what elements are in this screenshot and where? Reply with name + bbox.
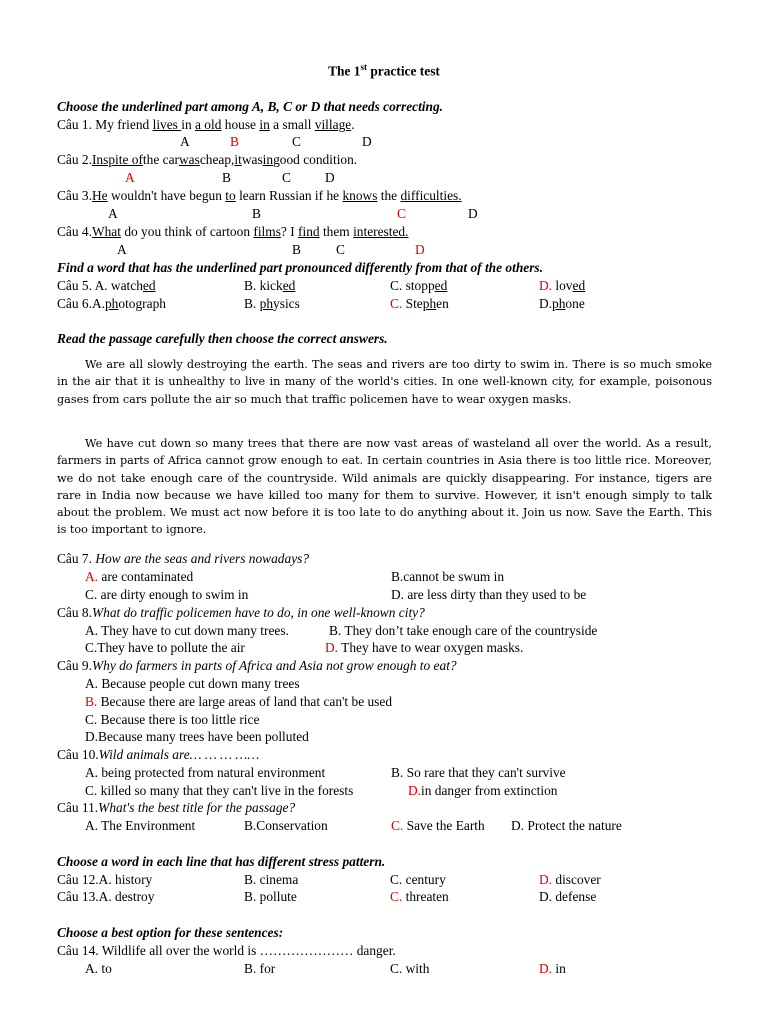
- q8-option-a: A. They have to cut down many trees.: [85, 623, 289, 638]
- q4-letter-a: A: [117, 242, 127, 257]
- q11-option-d: D. Protect the nature: [511, 818, 622, 833]
- passage-paragraph-2: We have cut down so many trees that there are now vast areas of wasteland all over the world. As a result, farmers in parts of Africa cannot grow enough to eat. In certain countries in Asia there is too little rice. Moreover, we do not take enough care of the countryside. Wild animals are quickly disappearing. For instance, tigers are rare in India now because we have killed too many for them to survive. However, it isn't enough simply to talk about the problem. We must act now before it is too late to do anything about it. Join us now. Save the Earth. This is too important to ignore.: [57, 437, 712, 537]
- q11-option-b: B.Conservation: [244, 818, 328, 833]
- q9-option-d: D.Because many trees have been polluted: [85, 729, 309, 744]
- q8-option-d: D. They have to wear oxygen masks.: [325, 640, 524, 655]
- question-13-a: Câu 13.A. destroy: [57, 889, 155, 904]
- question-10: Câu 10.Wild animals are… … … ……: [57, 747, 260, 762]
- q2-letter-d: D: [325, 170, 335, 185]
- question-14: Câu 14. Wildlife all over the world is ………………… danger.: [57, 943, 396, 958]
- q9-option-a: A. Because people cut down many trees: [85, 676, 300, 691]
- question-2: Câu 2.Inspite ofthe carwascheap,itwasingood condition.: [57, 152, 358, 167]
- question-13-c: C. threaten: [390, 889, 449, 904]
- q4-letter-d: D: [415, 242, 425, 257]
- question-8: Câu 8.What do traffic policemen have to do, in one well-known city?: [57, 605, 425, 620]
- question-6-c: C. Stephen: [390, 296, 449, 311]
- question-12-a: Câu 12.A. history: [57, 872, 153, 887]
- q4-letter-c: C: [336, 242, 345, 257]
- section-3-heading: Read the passage carefully then choose the correct answers.: [57, 331, 388, 346]
- question-5-a: Câu 5. A. watched: [57, 278, 156, 293]
- q7-option-c: C. are dirty enough to swim in: [85, 587, 249, 602]
- q10-option-a: A. being protected from natural environment: [85, 765, 326, 780]
- q14-option-a: A. to: [85, 961, 112, 976]
- question-11: Câu 11.What's the best title for the passage?: [57, 800, 296, 815]
- q2-letter-b: B: [222, 170, 231, 185]
- q1-letter-c: C: [292, 134, 301, 149]
- page-title: The 1st practice test: [328, 62, 440, 79]
- question-5-b: B. kicked: [244, 278, 296, 293]
- q7-option-b: B.cannot be swum in: [391, 569, 505, 584]
- q3-letter-d: D: [468, 206, 478, 221]
- q10-option-d: D.in danger from extinction: [408, 783, 558, 798]
- q14-option-d: D. in: [539, 961, 566, 976]
- question-6-b: B. physics: [244, 296, 300, 311]
- q8-option-b: B. They don’t take enough care of the countryside: [329, 623, 598, 638]
- q3-letter-b: B: [252, 206, 261, 221]
- q10-option-c: C. killed so many that they can't live in the forests: [85, 783, 354, 798]
- q2-letter-c: C: [282, 170, 291, 185]
- q14-option-c: C. with: [390, 961, 430, 976]
- question-6-d: D.phone: [539, 296, 585, 311]
- question-12-b: B. cinema: [244, 872, 299, 887]
- q14-option-b: B. for: [244, 961, 276, 976]
- question-13-d: D. defense: [539, 889, 597, 904]
- question-5-d: D. loved: [539, 278, 586, 293]
- q7-option-a: A. are contaminated: [85, 569, 194, 584]
- passage-paragraph-1: We are all slowly destroying the earth. The seas and rivers are too dirty to swim in. There is so much smoke in the air that it is unhealthy to live in many of the world's cities. In one well-known city, for example, poisonous gases from cars pollute the air so much that traffic policemen have to wear oxygen masks.: [57, 358, 712, 406]
- question-1: Câu 1. My friend lives in a old house in a small village.: [57, 117, 355, 132]
- question-3: Câu 3.He wouldn't have begun to learn Russian if he knows the difficulties.: [57, 188, 462, 203]
- question-12-c: C. century: [390, 872, 446, 887]
- q1-letter-b: B: [230, 134, 239, 149]
- q7-option-d: D. are less dirty than they used to be: [391, 587, 587, 602]
- question-7: Câu 7. How are the seas and rivers nowadays?: [57, 551, 310, 566]
- question-5-c: C. stopped: [390, 278, 448, 293]
- q1-letter-a: A: [180, 134, 190, 149]
- q11-option-c: C. Save the Earth: [391, 818, 485, 833]
- q4-letter-b: B: [292, 242, 301, 257]
- section-1-heading: Choose the underlined part among A, B, C or D that needs correcting.: [57, 99, 444, 114]
- q3-letter-a: A: [108, 206, 118, 221]
- section-4-heading: Choose a word in each line that has different stress pattern.: [57, 854, 386, 869]
- q2-letter-a: A: [125, 170, 135, 185]
- question-4: Câu 4.What do you think of cartoon films? I find them interested.: [57, 224, 409, 239]
- q9-option-c: C. Because there is too little rice: [85, 712, 260, 727]
- q8-option-c: C.They have to pollute the air: [85, 640, 245, 655]
- q9-option-b: B. Because there are large areas of land that can't be used: [85, 694, 393, 709]
- q11-option-a: A. The Environment: [85, 818, 196, 833]
- question-13-b: B. pollute: [244, 889, 297, 904]
- question-9: Câu 9.Why do farmers in parts of Africa and Asia not grow enough to eat?: [57, 658, 457, 673]
- section-5-heading: Choose a best option for these sentences:: [57, 925, 284, 940]
- q1-letter-d: D: [362, 134, 372, 149]
- question-12-d: D. discover: [539, 872, 601, 887]
- q10-option-b: B. So rare that they can't survive: [391, 765, 566, 780]
- section-2-heading: Find a word that has the underlined part pronounced differently from that of the others.: [57, 260, 543, 275]
- q3-letter-c: C: [397, 206, 406, 221]
- question-6-a: Câu 6.A.photograph: [57, 296, 166, 311]
